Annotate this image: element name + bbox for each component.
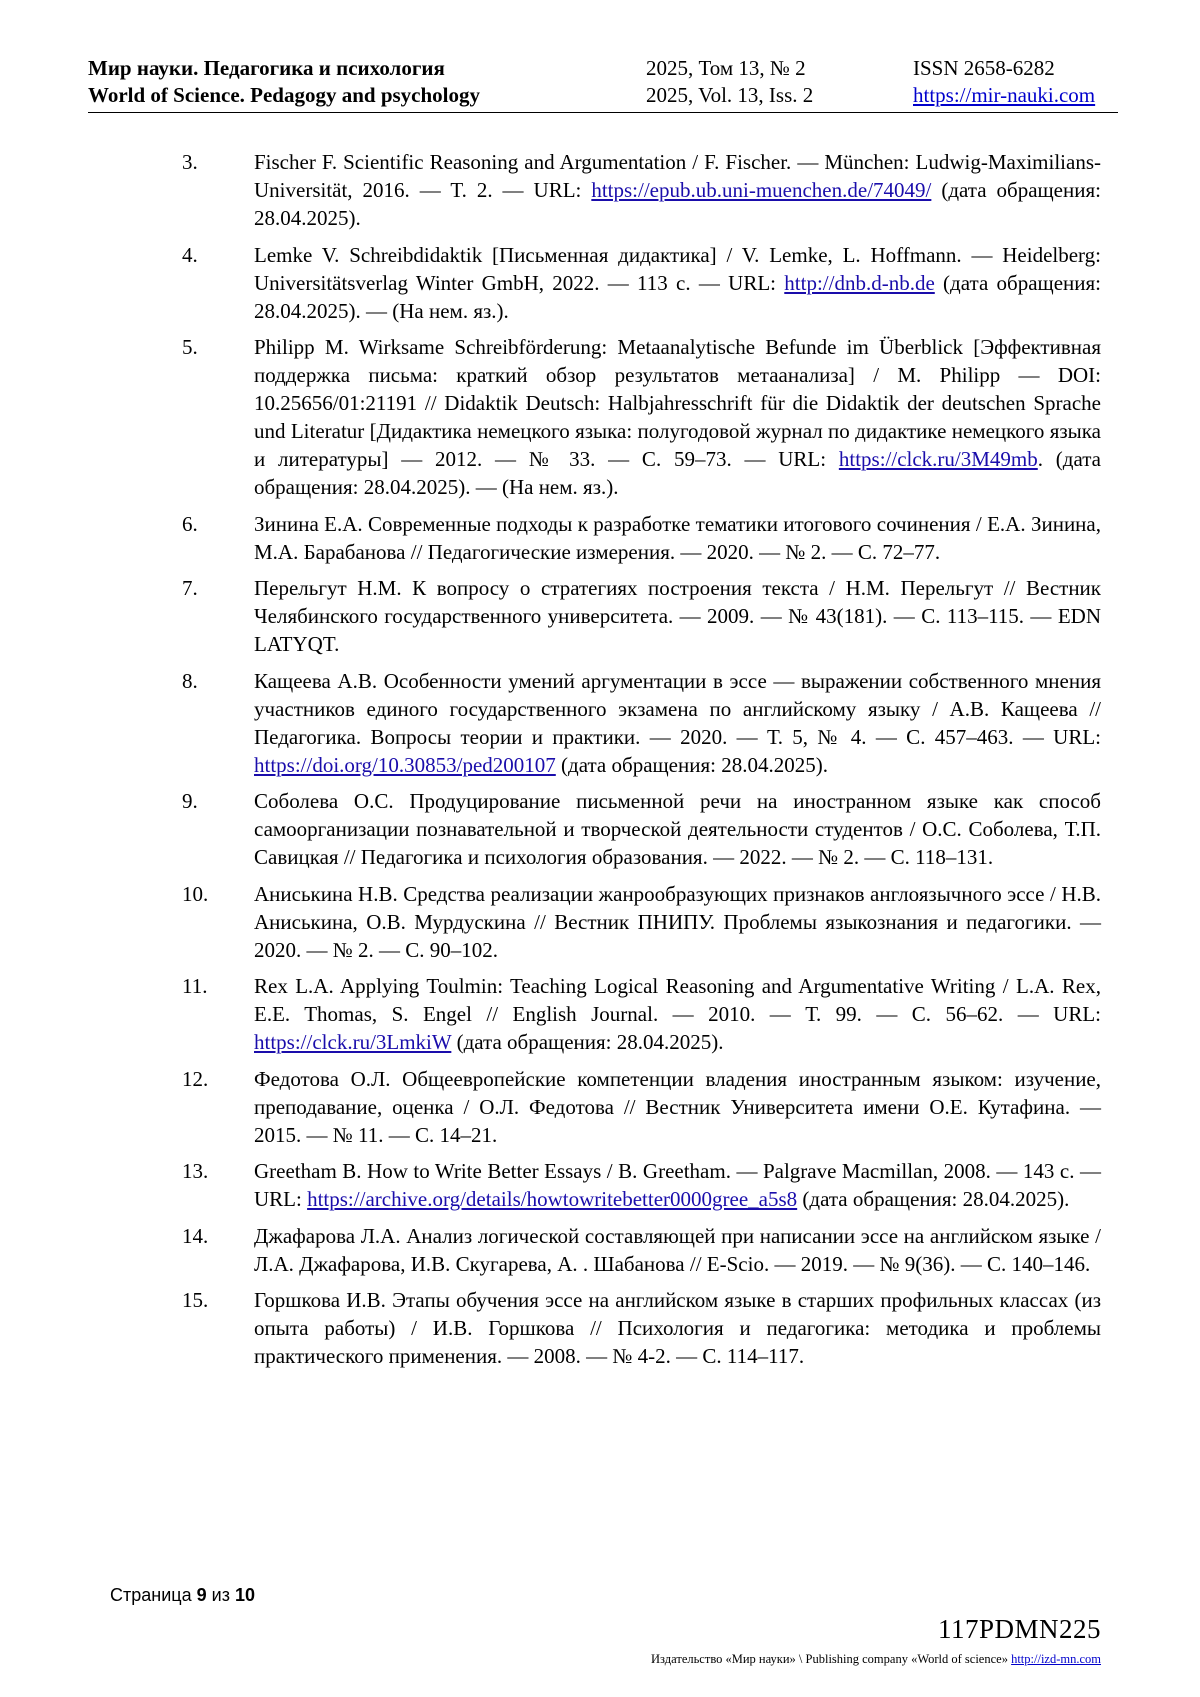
reference-item (182, 1065, 1101, 1149)
reference-text: Philipp M. Wirksame Schreibförderung: Metaanalytische Befunde im Überblick [Эффективная поддержка письма: краткий обзор результатов метаанализа] / M. Philipp — DOI: 10.25656/01:21191 // Didaktik Deutsch: Halbjahresschrift für die Didaktik der deutschen Sprache und Literatur [Дидактика немецкого языка: полугодовой журнал по дидактике немецкого языка и литературы] — 2012. — № 33. — С. 59–73. — URL: (254, 335, 1101, 471)
reference-link[interactable]: https://clck.ru/3LmkiW (254, 1030, 452, 1054)
reference-item (182, 241, 1101, 325)
reference-access-date: (дата обращения: 28.04.2025). (797, 1187, 1070, 1211)
reference-item (182, 574, 1101, 658)
reference-item (182, 1286, 1101, 1370)
reference-link[interactable]: https://doi.org/10.30853/ped200107 (254, 752, 556, 777)
reference-number: 8. (182, 668, 198, 693)
page-of: из (211, 1585, 230, 1605)
reference-number: 9. (182, 789, 198, 813)
reference-item (182, 1157, 1101, 1213)
reference-link[interactable]: https://clck.ru/3M49mb (838, 447, 1038, 471)
running-header (88, 54, 1118, 113)
reference-access-date: (дата обращения: 28.04.2025). (555, 752, 828, 777)
reference-number: 3. (182, 150, 198, 174)
reference-number: 11. (182, 974, 208, 998)
reference-text: Зинина Е.А. Современные подходы к разработке тематики итогового сочинения / Е.А. Зинина, М.А. Барабанова // Педагогические измерения. — 2020. — № 2. — С. 72–77. (254, 511, 1101, 564)
publisher-text: Издательство «Мир науки» \ Publishing company «World of science» (651, 1652, 1008, 1666)
reference-number: 7. (182, 576, 198, 600)
reference-item (182, 787, 1101, 871)
reference-number: 12. (182, 1066, 209, 1091)
issue-en: 2025, Vol. 13, Iss. 2 (646, 83, 814, 107)
reference-access-date: (дата обращения: 28.04.2025). (451, 1030, 724, 1054)
reference-item (182, 667, 1101, 779)
reference-text: Федотова О.Л. Общеевропейские компетенции владения иностранным языком: изучение, преподавание, оценка / О.Л. Федотова // Вестник Университета имени О.Е. Кутафина. — 2015. — № 11. — С. 14–21. (254, 1066, 1101, 1147)
issn: ISSN 2658-6282 (913, 56, 1055, 80)
reference-number: 15. (182, 1288, 209, 1312)
reference-item (182, 972, 1101, 1056)
reference-number: 13. (182, 1159, 209, 1183)
journal-title-ru: Мир науки. Педагогика и психология (88, 56, 445, 80)
reference-text: Greetham B. How to Write Better Essays / B. Greetham. — Palgrave Macmillan, 2008. — 143 с. — URL: (254, 1159, 1101, 1211)
reference-text: Lemke V. Schreibdidaktik [Письменная дидактика] / V. Lemke, L. Hoffmann. — Heidelberg: Universitätsverlag Winter GmbH, 2022. — 113 с. — URL: (254, 242, 1101, 295)
reference-list (182, 148, 1101, 1379)
reference-access-date: (дата обращения: 28.04.2025). (254, 178, 1101, 230)
reference-number: 4. (182, 242, 198, 267)
reference-text: Перельгут Н.М. К вопросу о стратегиях построения текста / Н.М. Перельгут // Вестник Челябинского государственного университета. — 2009. — № 43(181). — С. 113–115. — EDN LATYQT. (254, 576, 1101, 656)
reference-text: Rex L.A. Applying Toulmin: Teaching Logical Reasoning and Argumentative Writing / L.A. Rex, E.E. Thomas, S. Engel // English Journal. — 2010. — Т. 99. — С. 56–62. — URL: (254, 974, 1101, 1026)
reference-link[interactable]: https://epub.ub.uni-muenchen.de/74049/ (591, 178, 932, 202)
reference-access-date: (дата обращения: 28.04.2025). — (На нем. яз.). (254, 270, 1102, 323)
reference-item (182, 510, 1101, 566)
reference-text: Горшкова И.В. Этапы обучения эссе на английском языке в старших профильных классах (из опыта работы) / И.В. Горшкова // Психология и педагогика: методика и проблемы практического применения. — 2008. — № 4-2. — С. 114–117. (254, 1288, 1101, 1368)
reference-link[interactable]: https://archive.org/details/howtowritebetter0000gree_a5s8 (307, 1187, 798, 1211)
reference-text: Fischer F. Scientific Reasoning and Argumentation / F. Fischer. — München: Ludwig-Maximilians-Universität, 2016. — T. 2. — URL: (254, 150, 1101, 202)
reference-number: 6. (182, 511, 198, 536)
page-current: 9 (196, 1585, 207, 1605)
reference-access-date: . (дата обращения: 28.04.2025). — (На нем. яз.). (254, 447, 1101, 499)
journal-title-en: World of Science. Pedagogy and psychology (88, 83, 481, 107)
page-prefix: Страница (110, 1585, 192, 1605)
reference-number: 10. (182, 881, 209, 906)
reference-number: 5. (182, 335, 198, 359)
reference-text: Джафарова Л.А. Анализ логической составляющей при написании эссе на английском языке / Л.А. Джафарова, И.В. Скугарева, А. . Шабанова // E-Scio. — 2019. — № 9(36). — С. 140–146. (254, 1223, 1101, 1276)
reference-text: Кащеева А.В. Особенности умений аргументации в эссе — выражении собственного мнения участников единого государственного экзамена по английскому языку / А.В. Кащеева // Педагогика. Вопросы теории и практики. — 2020. — Т. 5, № 4. — С. 457–463. — URL: (254, 668, 1101, 749)
reference-item (182, 1222, 1101, 1278)
page-total: 10 (234, 1585, 255, 1605)
issue-ru: 2025, Том 13, № 2 (646, 56, 806, 80)
article-code: 117PDMN225 (937, 1614, 1101, 1644)
journal-site-link[interactable]: https://mir-nauki.com (913, 83, 1096, 107)
reference-text: Соболева О.С. Продуцирование письменной речи на иностранном языке как способ самоорганизации познавательной и творческой деятельности студентов / О.С. Соболева, Т.П. Савицкая // Педагогика и психология образования. — 2022. — № 2. — С. 118–131. (254, 789, 1101, 869)
publisher-link[interactable]: http://izd-mn.com (1011, 1652, 1101, 1666)
reference-item (182, 880, 1101, 964)
reference-link[interactable]: http://dnb.d-nb.de (784, 270, 935, 295)
reference-item (182, 148, 1101, 232)
reference-number: 14. (182, 1223, 209, 1248)
reference-item (182, 333, 1101, 501)
reference-text: Аниськина Н.В. Средства реализации жанрообразующих признаков англоязычного эссе / Н.В. Аниськина, О.В. Мурдускина // Вестник ПНИПУ. Проблемы языкознания и педагогики. — 2020. — № 2. — С. 90–102. (254, 881, 1101, 962)
publisher-line (651, 1652, 1101, 1667)
page-counter (110, 1585, 255, 1606)
